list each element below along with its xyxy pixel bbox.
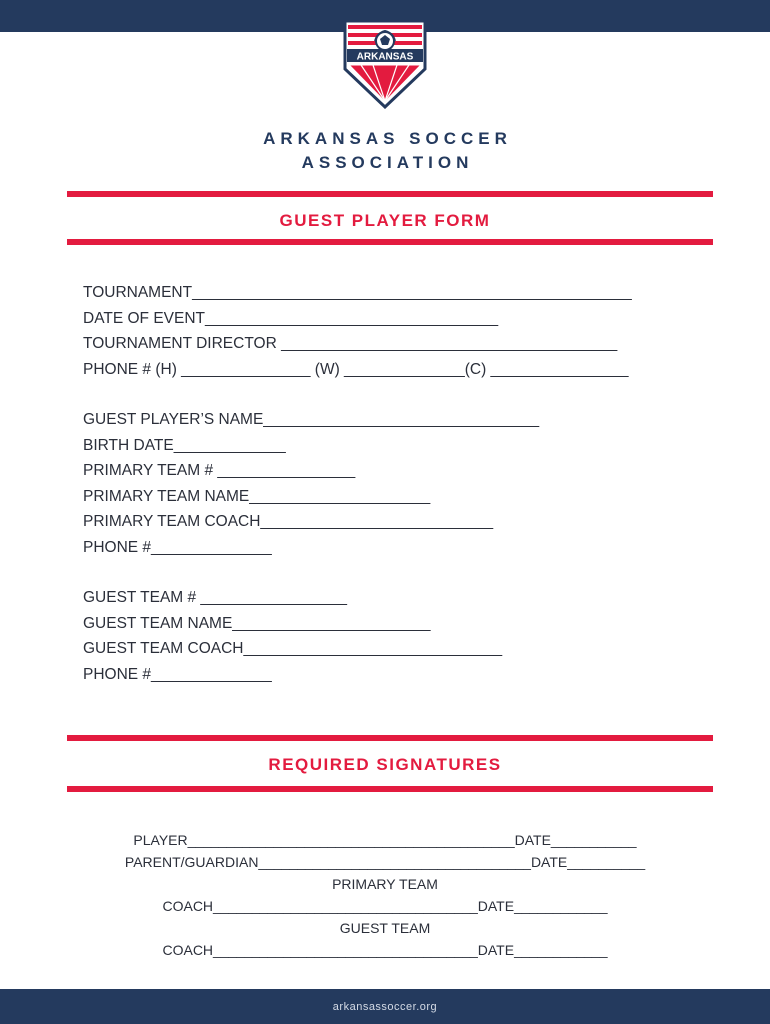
svg-text:ARKANSAS: ARKANSAS [356,51,414,63]
guest-team-phone-field[interactable]: PHONE #______________ [83,665,272,683]
signature-block [0,829,770,961]
tournament-field[interactable]: TOURNAMENT___________________________________________________ [83,284,632,301]
tournament-phone-field[interactable]: PHONE # (H) _______________ (W) ______________(C) ________________ [83,360,629,378]
divider-rule [67,239,713,245]
tournament-director-field[interactable]: TOURNAMENT DIRECTOR _______________________________________ [83,335,618,352]
primary-team-number-field[interactable]: PRIMARY TEAM # ________________ [83,462,356,479]
guest-team-number-field[interactable]: GUEST TEAM # _________________ [83,589,347,606]
organization-name [0,127,770,175]
org-name-line1: ARKANSAS SOCCER [263,129,512,148]
guest-team-label: GUEST TEAM [339,920,431,936]
primary-team-label: PRIMARY TEAM [332,876,438,892]
guest-team-coach-field[interactable]: GUEST TEAM COACH______________________________ [83,640,503,657]
player-signature-line[interactable]: PLAYER__________________________________________DATE___________ [133,832,637,848]
guest-coach-signature-line[interactable]: COACH__________________________________DATE____________ [162,942,608,958]
org-name-line2: ASSOCIATION [301,153,474,172]
primary-phone-field[interactable]: PHONE #______________ [83,538,272,556]
primary-coach-signature-line[interactable]: COACH__________________________________DATE____________ [162,898,608,914]
primary-team-name-field[interactable]: PRIMARY TEAM NAME_____________________ [83,487,431,505]
signatures-title: REQUIRED SIGNATURES [268,755,502,774]
divider-rule [67,191,713,197]
birth-date-field[interactable]: BIRTH DATE_____________ [83,436,286,454]
date-of-event-field[interactable]: DATE OF EVENT__________________________________ [83,309,499,327]
primary-team-coach-field[interactable]: PRIMARY TEAM COACH___________________________ [83,513,494,530]
arkansas-soccer-logo [343,19,427,109]
footer-bar [0,989,770,1024]
guest-player-name-field[interactable]: GUEST PLAYER’S NAME________________________________ [83,411,540,428]
footer-url[interactable]: arkansassoccer.org [332,1000,438,1013]
divider-rule [67,735,713,741]
parent-guardian-signature-line[interactable]: PARENT/GUARDIAN___________________________________DATE__________ [124,854,646,870]
guest-team-name-field[interactable]: GUEST TEAM NAME_______________________ [83,614,431,632]
form-title: GUEST PLAYER FORM [279,211,491,230]
form-fields [83,280,723,687]
divider-rule [67,786,713,792]
